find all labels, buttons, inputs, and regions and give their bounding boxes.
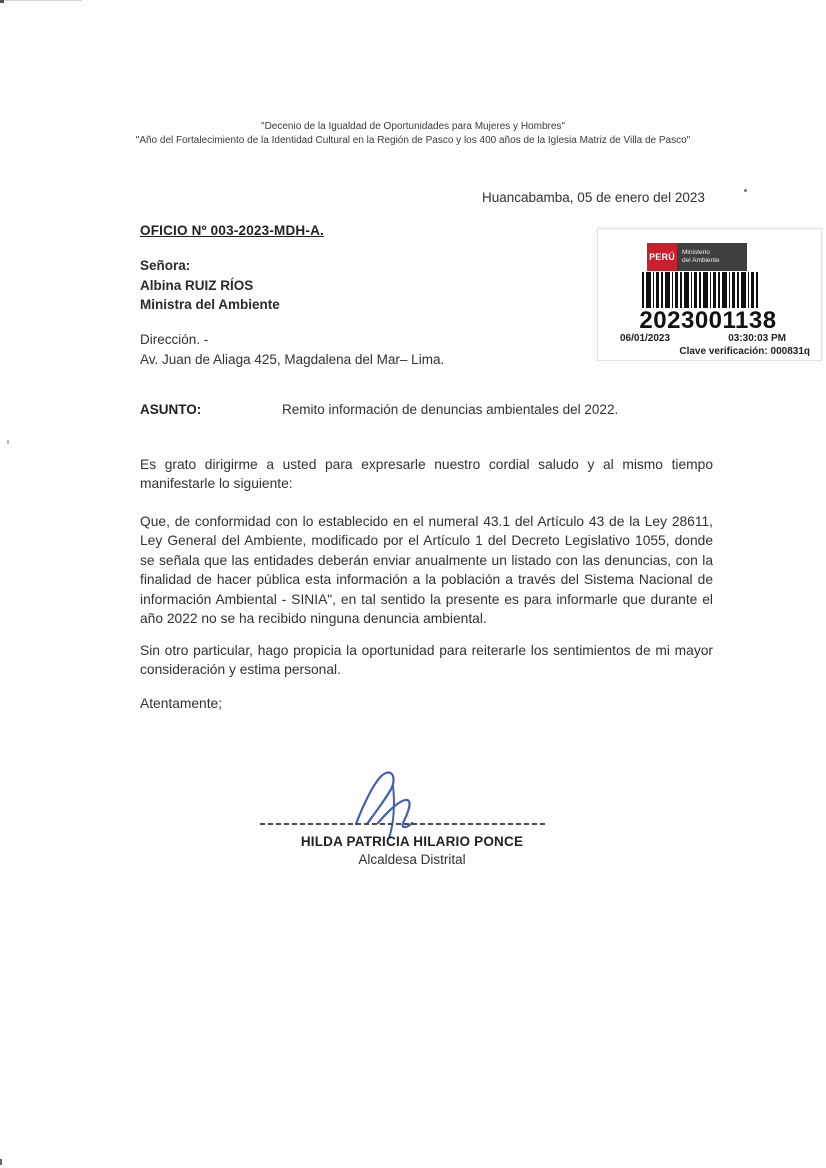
stamp-datetime xyxy=(620,333,786,344)
addressee-salutation: Señora: xyxy=(140,258,191,273)
ministry-logo-label xyxy=(677,243,747,271)
subject-label: ASUNTO: xyxy=(140,402,202,417)
scan-artifact-dot xyxy=(744,189,747,192)
subject-line xyxy=(140,402,618,417)
signer-name: HILDA PATRICIA HILARIO PONCE xyxy=(300,834,524,849)
subject-text: Remito información de denuncias ambientales del 2022. xyxy=(282,402,619,417)
scan-artifact-top-line xyxy=(0,0,82,1)
barcode xyxy=(642,272,760,308)
address-label: Dirección. - xyxy=(140,332,209,347)
stamp-date: 06/01/2023 xyxy=(620,333,671,344)
ministry-line-1: Ministerio xyxy=(682,249,710,256)
addressee-block xyxy=(140,256,280,315)
registry-number: 2023001138 xyxy=(639,307,777,334)
scan-artifact-bottom-tick xyxy=(0,1159,2,1165)
quote-line-1: "Decenio de la Igualdad de Oportunidades para Mujeres y Hombres" xyxy=(261,121,565,132)
stamp-time: 03:30:03 PM xyxy=(728,333,786,344)
scan-artifact-corner xyxy=(0,0,4,3)
paragraph-farewell: Sin otro particular, hago propicia la oportunidad para reiterarle los sentimientos de mi mayor consideración y estima personal. xyxy=(140,643,713,678)
paragraph-greeting: Es grato dirigirme a usted para expresarle nuestro cordial saludo y al mismo tiempo manifestarle lo siguiente: xyxy=(140,457,713,492)
oficio-number: OFICIO Nº 003-2023-MDH-A. xyxy=(140,223,324,238)
verification-code: Clave verificación: 000831q xyxy=(679,346,810,357)
quote-line-2: "Año del Fortalecimiento de la Identidad Cultural en la Región de Pasco y los 400 años de la Iglesia Matriz de Villa de Pasco" xyxy=(135,135,691,146)
ministry-line-2: del Ambiente xyxy=(682,257,720,264)
addressee-name: Albina RUIZ RÍOS xyxy=(140,277,254,293)
scan-artifact-left-tick xyxy=(7,440,9,444)
dateline: Huancabamba, 05 de enero del 2023 xyxy=(482,190,705,205)
paragraph-body: Que, de conformidad con lo establecido en el numeral 43.1 del Artículo 43 de la Ley 28611, Ley General del Ambiente, modificado por el Artículo 1 del Decreto Legislativo 1055, donde se señala que las entidades deberán enviar anualmente un listado con las denuncias, con la finalidad de hacer pública esta información a la población a través del Sistema Nacional de información Ambiental - SINIA", en tal sentido la presente es para informarle que durante el año 2022 no se ha recibido ninguna denuncia ambiental. xyxy=(140,514,713,627)
handwritten-signature xyxy=(348,768,444,840)
letterhead-quotes xyxy=(0,120,826,148)
signature-line xyxy=(260,823,548,825)
peru-logo-badge: PERÚ xyxy=(647,243,677,271)
registry-stamp xyxy=(597,228,822,361)
address-block xyxy=(140,330,444,370)
closing: Atentamente; xyxy=(140,696,223,711)
ministry-logo xyxy=(647,243,747,271)
signer-title: Alcaldesa Distrital xyxy=(358,852,466,867)
addressee-title: Ministra del Ambiente xyxy=(140,297,280,312)
address-text: Av. Juan de Aliaga 425, Magdalena del Mar– Lima. xyxy=(140,352,445,367)
